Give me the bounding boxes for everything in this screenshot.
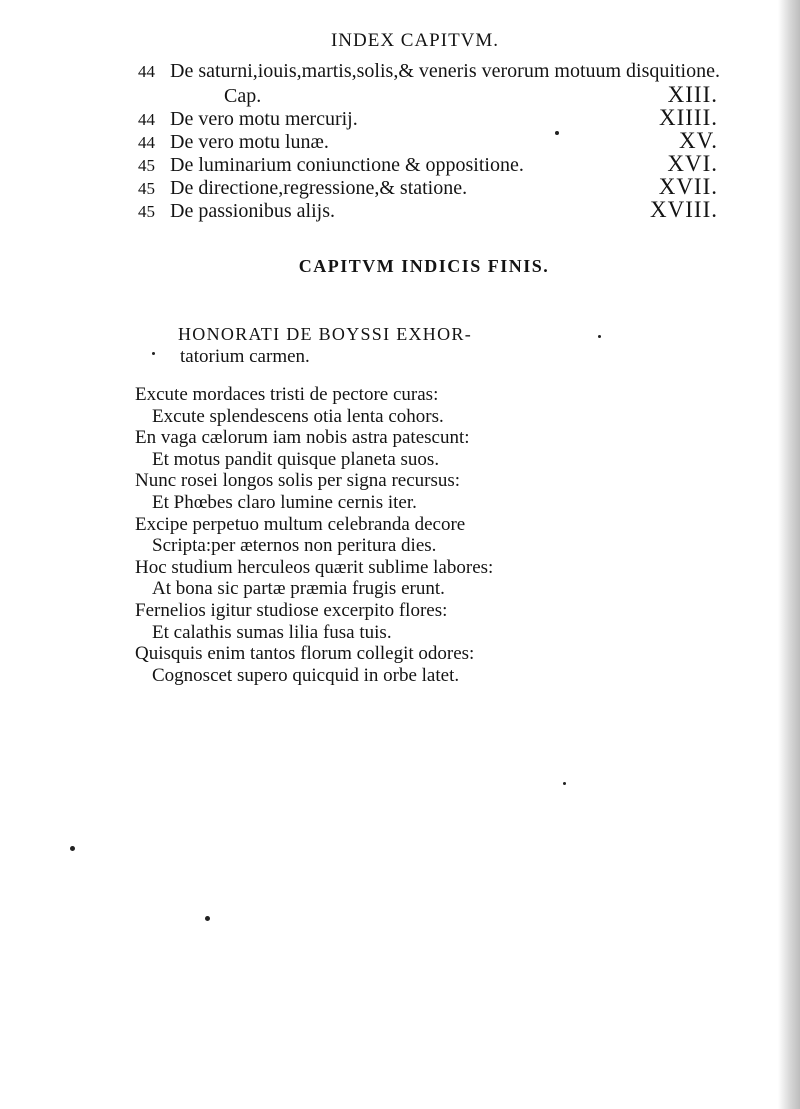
toc-page-number: 44 [138, 62, 155, 81]
toc-entry [138, 198, 718, 221]
poem [135, 384, 715, 686]
ink-speck [152, 352, 155, 355]
poem-line: Excute splendescens otia lenta cohors. [152, 405, 444, 427]
poem-line: Scripta:per æternos non peritura dies. [152, 535, 437, 557]
poem-heading-line: tatorium carmen. [180, 346, 310, 367]
toc-title: De passionibus alijs. [170, 200, 335, 222]
toc-title: Cap. [224, 85, 262, 107]
toc-title: De luminarium coniunctione & oppositione. [170, 154, 524, 176]
poem-line: Et motus pandit quisque planeta suos. [152, 448, 440, 470]
toc-page-number: 45 [138, 156, 155, 175]
running-head: INDEX CAPITVM. [330, 30, 500, 51]
toc-page-number: 44 [138, 110, 155, 129]
poem-line: Excute mordaces tristi de pectore curas: [135, 384, 439, 405]
ink-speck [205, 916, 210, 921]
toc-title: De vero motu mercurij. [170, 108, 358, 130]
index-end-heading: CAPITVM INDICIS FINIS. [298, 256, 550, 276]
toc-entry [138, 83, 718, 106]
ink-speck [70, 846, 75, 851]
show-through-text [150, 230, 159, 250]
toc-page-number: 45 [138, 202, 155, 221]
poem-line: Fernelios igitur studiose excerpito flores: [135, 599, 448, 621]
toc-chapter: XV. [678, 128, 718, 153]
table-of-contents [138, 60, 718, 221]
poem-line: Excipe perpetuo multum celebranda decore [135, 513, 466, 535]
toc-chapter: XIIII. [659, 105, 718, 130]
toc-entry [138, 60, 718, 83]
poem-line: Et Phœbes claro lumine cernis iter. [152, 491, 417, 513]
toc-chapter: XVII. [658, 174, 718, 199]
toc-page-number: 45 [138, 179, 155, 198]
toc-chapter: XVI. [667, 151, 718, 176]
poem-line: Quisquis enim tantos florum collegit odores: [135, 643, 475, 665]
poem-heading [178, 322, 698, 368]
page-edge-shadow [778, 0, 800, 1109]
toc-entry [138, 175, 718, 198]
toc-page-number: 44 [138, 133, 155, 152]
poem-heading-line: HONORATI DE BOYSSI EXHOR- [178, 324, 473, 344]
toc-chapter: XIII. [667, 82, 718, 107]
poem-line: Cognoscet supero quicquid in orbe latet. [152, 664, 460, 686]
toc-title: De saturni,iouis,martis,solis,& veneris verorum motuum disquitione. [170, 60, 720, 82]
toc-chapter: XVIII. [650, 197, 718, 222]
ink-speck [563, 782, 566, 785]
toc-title: De directione,regressione,& statione. [170, 177, 468, 199]
poem-line: Et calathis sumas lilia fusa tuis. [152, 621, 392, 643]
toc-title: De vero motu lunæ. [170, 131, 329, 153]
poem-line: Hoc studium herculeos quærit sublime labores: [135, 556, 494, 578]
poem-line: At bona sic partæ præmia frugis erunt. [152, 578, 445, 600]
poem-line: Nunc rosei longos solis per signa recursus: [135, 470, 461, 492]
toc-entry [138, 152, 718, 175]
poem-line: En vaga cælorum iam nobis astra patescunt: [135, 427, 470, 449]
toc-entry [138, 106, 718, 129]
toc-entry [138, 129, 718, 152]
